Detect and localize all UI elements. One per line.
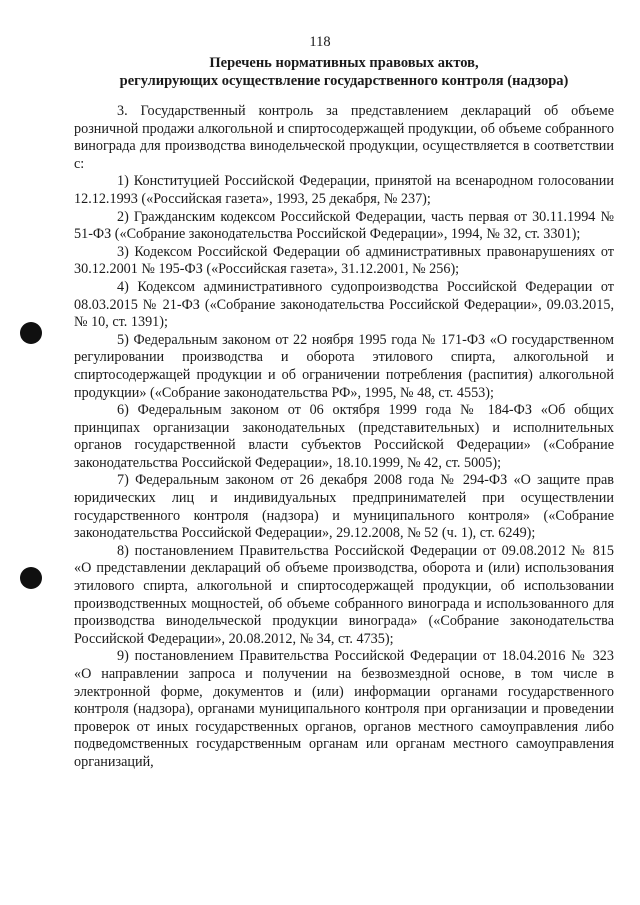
document-body [74, 103, 614, 772]
title-line-1: Перечень нормативных правовых актов, [209, 55, 479, 71]
list-item-7: 7) Федеральным законом от 26 декабря 2008 года № 294-ФЗ «О защите прав юридических лиц и индивидуальных предпринимателей при осуществлении государственного контроля (надзора) и муниципального контроля» («Собрание законодательства Российской Федерации», 29.12.2008, № 52 (ч. 1), ст. 6249); [74, 472, 614, 542]
document-title [88, 54, 600, 90]
list-item-6: 6) Федеральным законом от 06 октября 1999 года № 184-ФЗ «Об общих принципах организации законодательных (представительных) и исполнительных органов государственной власти субъектов Российской Федерации» («Собрание законодательства Российской Федерации», 18.10.1999, № 42, ст. 5005); [74, 402, 614, 471]
page-number: 118 [309, 34, 331, 50]
list-item-4: 4) Кодексом административного судопроизводства Российской Федерации от 08.03.2015 № 21-ФЗ («Собрание законодательства Российской Федерации», 09.03.2015, № 10, ст. 1391); [74, 278, 614, 331]
punch-hole-bottom [20, 567, 42, 589]
list-item-1: 1) Конституцией Российской Федерации, принятой на всенародном голосовании 12.12.1993 («Российская газета», 1993, 25 декабря, № 237); [74, 173, 614, 207]
paragraph-intro: 3. Государственный контроль за представлением деклараций об объеме розничной продажи алкогольной и спиртосодержащей продукции, об объеме собранного винограда для производства винодельческой продукции, осуществляется в соответствии с: [74, 103, 614, 172]
list-item-8: 8) постановлением Правительства Российской Федерации от 09.08.2012 № 815 «О представлении деклараций об объеме производства, оборота и (или) использования этилового спирта, алкогольной и спиртосодержащей продукции, об использовании производственных мощностей, об объеме собранного винограда и использованного для производства винодельческой продукции винограда» («Собрание законодательства Российской Федерации», 20.08.2012, № 34, ст. 4735); [74, 542, 614, 647]
list-item-2: 2) Гражданским кодексом Российской Федерации, часть первая от 30.11.1994 № 51-ФЗ («Собрание законодательства Российской Федерации», 1994, № 32, ст. 3301); [74, 208, 614, 243]
punch-hole-top [20, 322, 42, 344]
list-item-5: 5) Федеральным законом от 22 ноября 1995 года № 171-ФЗ «О государственном регулировании производства и оборота этилового спирта, алкогольной и спиртосодержащей продукции и об ограничении потребления (распития) алкогольной продукции» («Собрание законодательства РФ», 1995, № 48, ст. 4553); [74, 331, 614, 401]
list-item-9: 9) постановлением Правительства Российской Федерации от 18.04.2016 № 323 «О направлении запроса и получении на безвозмездной основе, в том числе в электронной форме, документов и (или) информации органами государственного контроля (надзора), органами муниципального контроля при организации и проведении проверок от иных государственных органов, органов местного самоуправления либо подведомственных государственным органам или органам местного самоуправления организаций, [74, 648, 614, 770]
title-line-2: регулирующих осуществление государственного контроля (надзора) [119, 73, 569, 89]
list-item-3: 3) Кодексом Российской Федерации об административных правонарушениях от 30.12.2001 № 195-ФЗ («Российская газета», 31.12.2001, № 256); [74, 243, 614, 278]
